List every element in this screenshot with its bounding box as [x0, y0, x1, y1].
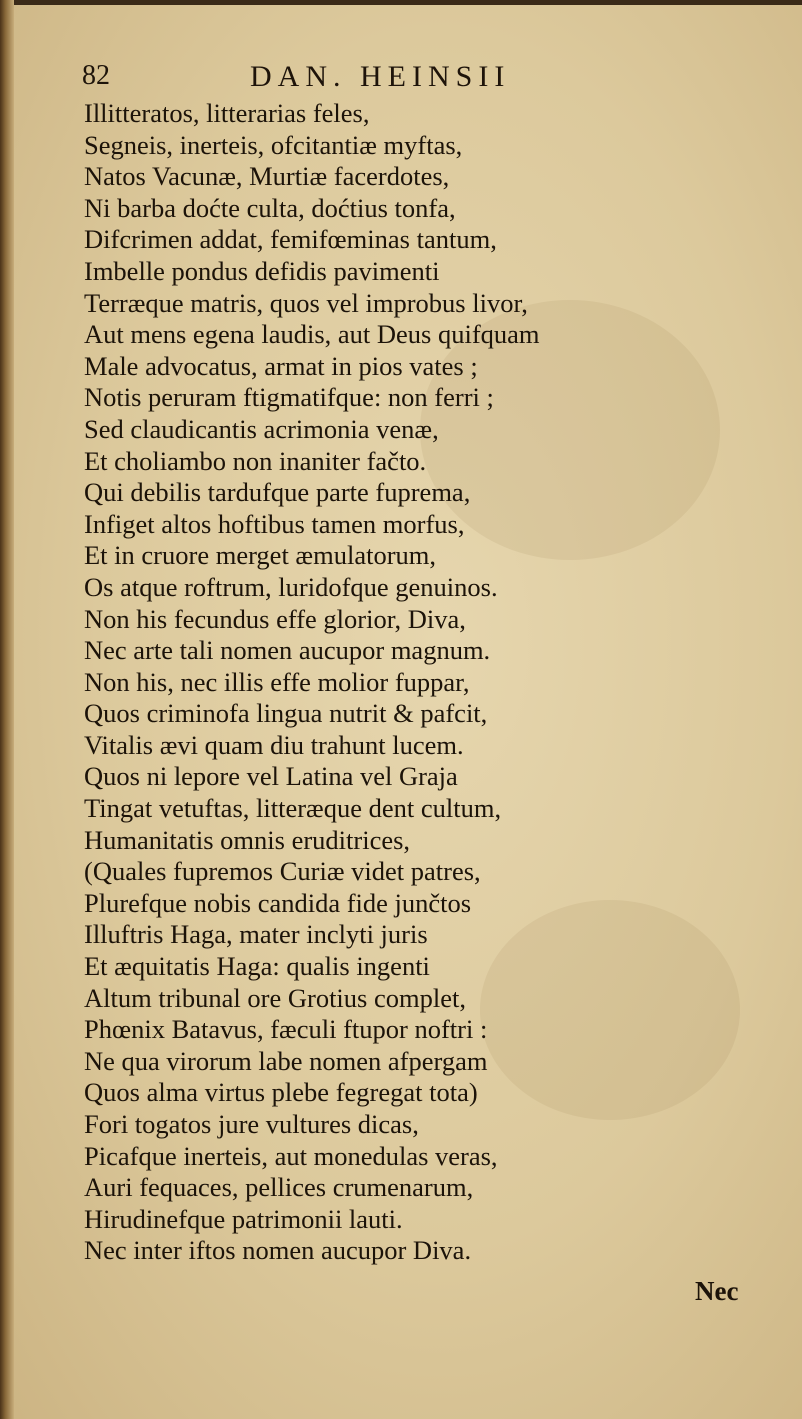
- verse-line: Non his, nec illis effe molior fuppar,: [84, 666, 470, 697]
- running-title: DAN. HEINSII: [250, 60, 511, 93]
- verse-line: Hirudinefque patrimonii lauti.: [84, 1203, 403, 1234]
- verse-line: Altum tribunal ore Grotius complet,: [84, 982, 466, 1013]
- verse-line: Et choliambo non inaniter fačto.: [84, 445, 427, 476]
- verse-line: Picafque inerteis, aut monedulas veras,: [84, 1140, 498, 1171]
- verse-line: Vitalis ævi quam diu trahunt lucem.: [84, 729, 464, 760]
- verse-line: Illitteratos, litterarias feles,: [84, 98, 370, 128]
- verse-line: Nec arte tali nomen aucupor magnum.: [84, 635, 491, 666]
- verse-line: Difcrimen addat, femifœminas tantum,: [84, 224, 497, 255]
- verse-line: Nec inter iftos nomen aucupor Diva.: [84, 1235, 472, 1266]
- verse-line: Auri fequaces, pellices crumenarum,: [84, 1172, 474, 1203]
- verse-line: Sed claudicantis acrimonia venæ,: [84, 413, 439, 444]
- catchword: Nec: [695, 1276, 739, 1306]
- verse-line: Et in cruore merget æmulatorum,: [84, 540, 437, 571]
- verse-line: Fori togatos jure vultures dicas,: [84, 1109, 419, 1139]
- verse-line: Natos Vacunæ, Murtiæ facerdotes,: [84, 161, 450, 192]
- verse-line: Segneis, inerteis, ofcitantiæ myftas,: [84, 129, 463, 160]
- poem-text: [84, 98, 704, 1267]
- verse-line: Male advocatus, armat in pios vates ;: [84, 350, 478, 381]
- verse-line: Os atque roftrum, luridofque genuinos.: [84, 571, 498, 602]
- verse-line: Quos ni lepore vel Latina vel Graja: [84, 761, 458, 792]
- verse-line: Aut mens egena laudis, aut Deus quifquam: [84, 319, 540, 350]
- verse-line: Plurefque nobis candida fide junčtos: [84, 887, 472, 918]
- verse-line: Ni barba doćte culta, doćtius tonfa,: [84, 192, 456, 223]
- verse-line: Notis peruram ftigmatifque: non ferri ;: [84, 382, 494, 413]
- verse-line: Quos alma virtus plebe fegregat tota): [84, 1077, 478, 1108]
- verse-line: Quos criminofa lingua nutrit & pafcit,: [84, 698, 488, 729]
- verse-line: Qui debilis tardufque parte fuprema,: [84, 477, 471, 508]
- verse-line: Phœnix Batavus, fæculi ftupor noftri :: [84, 1014, 488, 1045]
- verse-line: (Quales fupremos Curiæ videt patres,: [84, 856, 481, 887]
- running-head: [82, 60, 722, 96]
- verse-line: Terræque matris, quos vel improbus livor,: [84, 287, 528, 318]
- binding-gutter: [0, 0, 14, 1419]
- verse-line: Et æquitatis Haga: qualis ingenti: [84, 951, 430, 982]
- verse-line: Non his fecundus effe glorior, Diva,: [84, 603, 466, 634]
- verse-line: Imbelle pondus defidis pavimenti: [84, 255, 440, 286]
- verse-line: Infiget altos hoftibus tamen morfus,: [84, 508, 465, 539]
- page-number: 82: [82, 60, 110, 91]
- verse-line: Illuftris Haga, mater inclyti juris: [84, 919, 428, 950]
- verse-line: Tingat vetuftas, litteræque dent cultum,: [84, 793, 502, 824]
- verse-line: Humanitatis omnis eruditrices,: [84, 824, 411, 855]
- top-border: [0, 0, 802, 5]
- verse-line: Ne qua virorum labe nomen afpergam: [84, 1045, 488, 1076]
